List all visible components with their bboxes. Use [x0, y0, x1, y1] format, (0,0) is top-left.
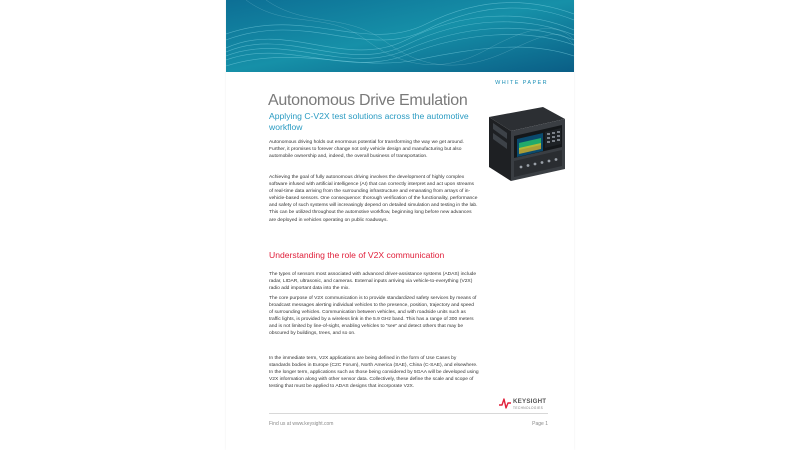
footer-website[interactable]: Find us at www.keysight.com — [269, 421, 334, 427]
logo-tagline: TECHNOLOGIES — [513, 406, 544, 410]
test-instrument-image — [481, 103, 567, 185]
white-paper-page — [226, 0, 574, 450]
section-paragraph-3: In the immediate term, V2X applications are being defined in the form of Use Cases by standards bodies in Europe (C2C Forum), North America (SAE), China (C-SAE), and elsewhere. In the longer term, applications such as those being considered by 5GAA will be developed using V2X information along with other sensor data. Collectively, these define the scale and scope of testing that must be applied to ADAS designs that incorporate V2X. — [269, 356, 479, 390]
keysight-logo — [499, 397, 559, 415]
footer-page-number: Page 1 — [532, 421, 548, 427]
document-subtitle: Applying C-V2X test solutions across the automotive workflow — [269, 111, 469, 132]
intro-paragraph-2: Achieving the goal of fully autonomous driving involves the development of highly complex software infused with artificial intelligence (AI) that can correctly interpret and act upon streams of real-time data arriving from the surrounding infrastructure and emanating from arrays of in-vehicle-based sensors. One consequence: thorough verification of the functionality, performance and safety of such systems will increasingly depend on detailed simulation and testing in the lab. This can be utilized throughout the automotive workflow, beginning long before new advances are deployed in vehicles operating on public roadways. — [269, 175, 478, 223]
logo-wordmark: KEYSIGHT — [513, 398, 547, 405]
section-heading: Understanding the role of V2X communication — [269, 250, 445, 260]
section-paragraph-2: The core purpose of V2X communication is to provide standardized safety services by means of broadcast messages alerting individual vehicles to the presence, position, trajectory and speed of surrounding vehicles. Communication between vehicles, and with roadside units such as traffic lights, is provided by a wireless link in the 5.9 GHz band. This has a range of 300 meters and is not limited by line-of-sight, enabling vehicles to “see” and detect others that may be obscured by buildings, trees, and so on. — [269, 296, 477, 337]
header-banner — [226, 0, 574, 72]
intro-paragraph-1: Autonomous driving holds out enormous potential for transforming the way we get around. Further, it promises to forever change not only vehicle design and manufacturing but also automobile ownership and, indeed, the overall business of transportation. — [269, 140, 464, 160]
document-type-label: WHITE PAPER — [495, 80, 548, 86]
section-paragraph-1: The types of sensors most associated with advanced driver-assistance systems (ADAS) include radar, LIDAR, ultrasonic, and cameras. External inputs arriving via vehicle-to-everything (V2X) radio add important data into the mix. — [269, 272, 477, 292]
document-title: Autonomous Drive Emulation — [268, 92, 468, 109]
keysight-logo-icon — [499, 397, 511, 409]
